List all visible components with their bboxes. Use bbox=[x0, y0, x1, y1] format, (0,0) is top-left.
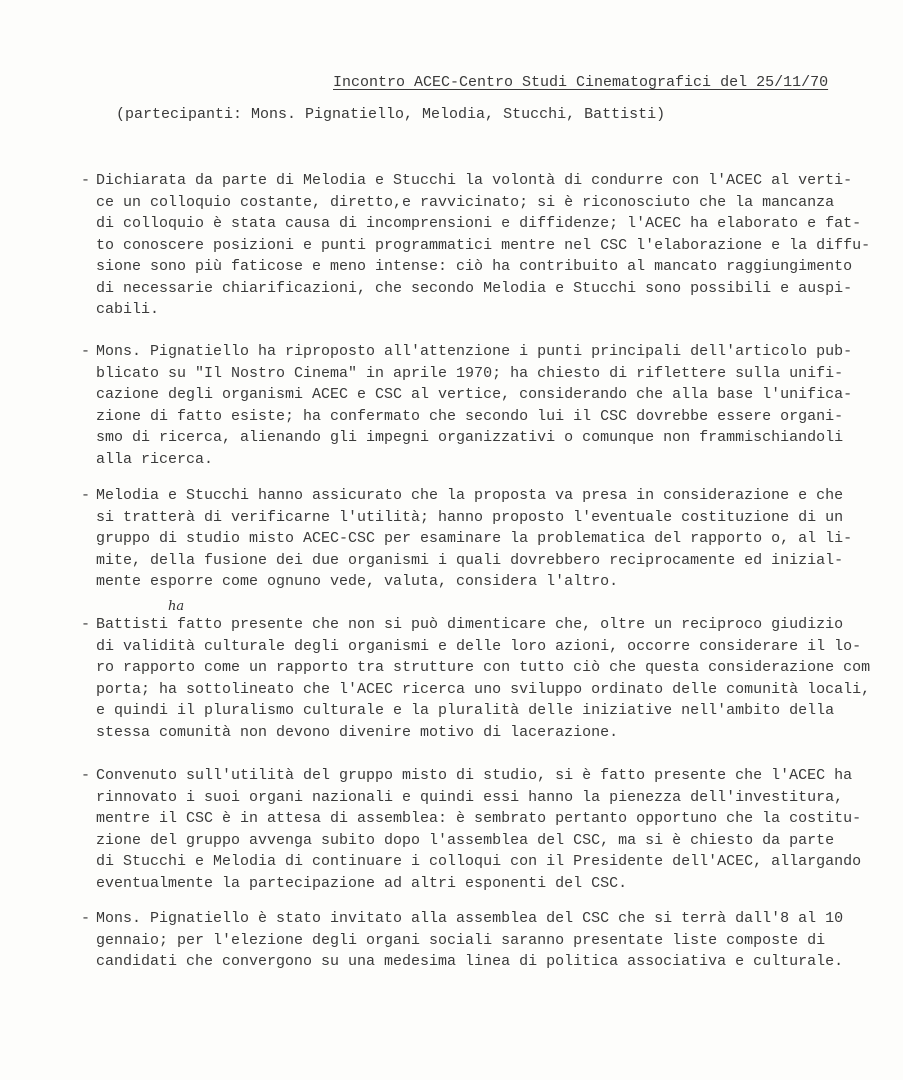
text-line: gruppo di studio misto ACEC-CSC per esaminare la problematica del rapporto o, al li- bbox=[96, 530, 853, 547]
text-line: porta; ha sottolineato che l'ACEC ricerca uno sviluppo ordinato delle comunità locali, bbox=[96, 680, 871, 698]
text-line: ce un colloquio costante, diretto,e ravvicinato; si è riconosciuto che la mancanza bbox=[96, 193, 835, 211]
text-line: Mons. Pignatiello ha riproposto all'attenzione i punti principali dell'articolo pub- bbox=[96, 343, 853, 360]
bullet-dash: - bbox=[81, 767, 91, 784]
text-line: sione sono più faticose e meno intense: ciò ha contribuito al mancato raggiungimento bbox=[96, 258, 853, 275]
paragraph-2 bbox=[81, 341, 886, 470]
text-line: candidati che convergono su una medesima linea di politica associativa e culturale. bbox=[96, 953, 844, 970]
paragraph-4 bbox=[81, 599, 886, 743]
handwritten-insert: ha bbox=[168, 599, 185, 614]
paragraph-1 bbox=[81, 170, 886, 321]
text-line: Convenuto sull'utilità del gruppo misto di studio, si è fatto presente che l'ACEC ha bbox=[96, 767, 853, 784]
bullet-dash: - bbox=[81, 343, 91, 360]
text-line: gennaio; per l'elezione degli organi sociali saranno presentate liste composte di bbox=[96, 931, 826, 949]
text-line: ro rapporto come un rapporto tra strutture con tutto ciò che questa considerazione com bbox=[96, 659, 871, 676]
document-title: Incontro ACEC-Centro Studi Cinematografici del 25/11/70 bbox=[333, 74, 829, 91]
text-line: si tratterà di verificarne l'utilità; hanno proposto l'eventuale costituzione di un bbox=[96, 508, 844, 526]
bullet-dash: - bbox=[81, 910, 91, 927]
bullet-dash: - bbox=[81, 487, 91, 504]
text-line: alla ricerca. bbox=[96, 450, 214, 468]
text-line: eventualmente la partecipazione ad altri esponenti del CSC. bbox=[96, 874, 628, 892]
text-line: mente esporre come ognuno vede, valuta, considera l'altro. bbox=[96, 573, 619, 590]
text-line: blicato su "Il Nostro Cinema" in aprile 1970; ha chiesto di riflettere sulla unifi- bbox=[96, 364, 844, 382]
text-line: e quindi il pluralismo culturale e la pluralità delle iniziative nell'ambito della bbox=[96, 702, 835, 719]
bullet-dash: - bbox=[81, 616, 91, 633]
text-line: di Stucchi e Melodia di continuare i colloqui con il Presidente dell'ACEC, allargando bbox=[96, 853, 862, 870]
text-line: cazione degli organismi ACEC e CSC al vertice, considerando che alla base l'unifica- bbox=[96, 386, 853, 403]
text-line: rinnovato i suoi organi nazionali e quindi essi hanno la pienezza dell'investitura, bbox=[96, 788, 844, 806]
paragraph-6 bbox=[81, 908, 886, 973]
text-line: Battisti fatto presente che non si può dimenticare che, oltre un reciproco giudizio bbox=[96, 616, 844, 633]
text-line: zione del gruppo avvenga subito dopo l'assemblea del CSC, ma si è chiesto da parte bbox=[96, 831, 835, 849]
text-line: cabili. bbox=[96, 301, 160, 318]
text-line: zione di fatto esiste; ha confermato che secondo lui il CSC dovrebbe essere organi- bbox=[96, 407, 844, 425]
participants-line: (partecipanti: Mons. Pignatiello, Melodia, Stucchi, Battisti) bbox=[116, 106, 666, 123]
text-line: mite, della fusione dei due organismi i quali dovrebbero reciprocamente ed inizial- bbox=[96, 551, 844, 569]
text-line: Mons. Pignatiello è stato invitato alla assemblea del CSC che si terrà dall'8 al 10 bbox=[96, 910, 844, 927]
text-line: to conoscere posizioni e punti programmatici mentre nel CSC l'elaborazione e la diffu- bbox=[96, 236, 871, 254]
text-line: stessa comunità non devono divenire motivo di lacerazione. bbox=[96, 723, 619, 741]
bullet-dash: - bbox=[81, 172, 91, 189]
text-line: di necessarie chiarificazioni, che secondo Melodia e Stucchi sono possibili e auspi- bbox=[96, 279, 853, 297]
text-line: Dichiarata da parte di Melodia e Stucchi la volontà di condurre con l'ACEC al verti- bbox=[96, 172, 853, 189]
text-line: di validità culturale degli organismi e delle loro azioni, occorre considerare il lo- bbox=[96, 637, 862, 655]
text-line: Melodia e Stucchi hanno assicurato che la proposta va presa in considerazione e che bbox=[96, 487, 844, 504]
paragraph-3 bbox=[81, 485, 886, 593]
text-line: mentre il CSC è in attesa di assemblea: è sembrato pertanto opportuno che la costitu- bbox=[96, 810, 862, 827]
paragraph-5 bbox=[81, 765, 886, 894]
text-line: smo di ricerca, alienando gli impegni organizzativi o comunque non frammischiandoli bbox=[96, 429, 844, 446]
text-line: di colloquio è stata causa di incomprensioni e diffidenze; l'ACEC ha elaborato e fat- bbox=[96, 215, 862, 232]
